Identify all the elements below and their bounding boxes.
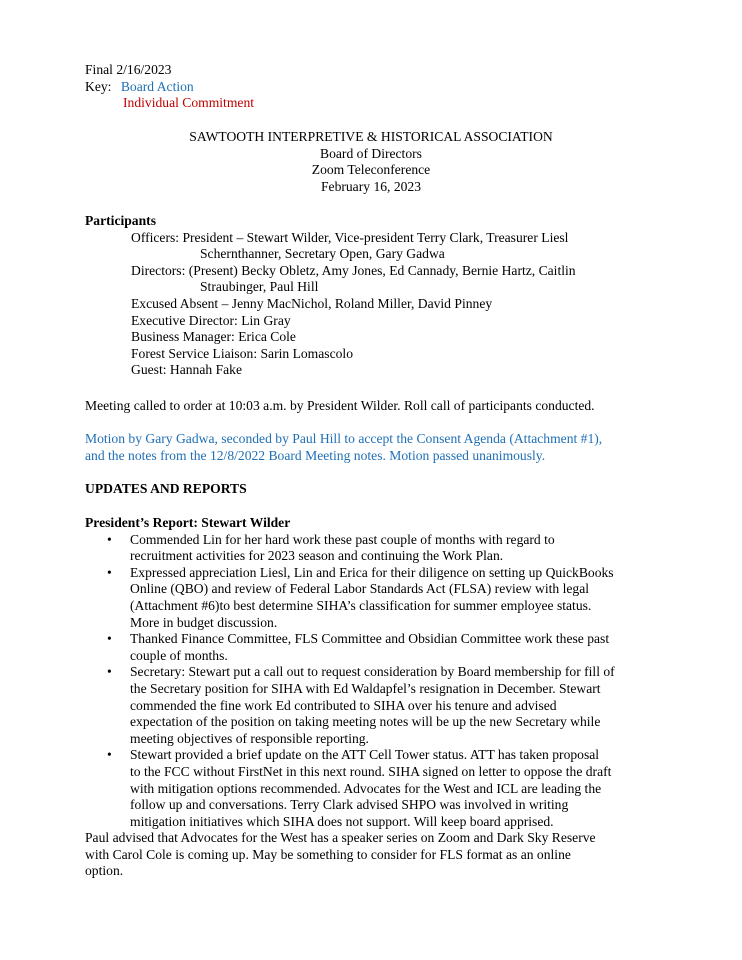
president-report — [85, 515, 615, 880]
bullet-text: follow up and conversations. Terry Clark advised SHPO was involved in writing — [130, 797, 569, 813]
directors-line: Directors: (Present) Becky Obletz, Amy Jones, Ed Cannady, Bernie Hartz, Caitlin — [131, 262, 576, 278]
bullet-text: • Commended Lin for her hard work these past couple of months with regard to — [130, 531, 555, 547]
key-board-action: Board Action — [120, 78, 194, 94]
board-action-motion — [85, 431, 602, 464]
key-individual-commitment: Individual Commitment — [123, 95, 255, 111]
board-name: Board of Directors — [320, 145, 422, 161]
officers-line-cont: Schernthanner, Secretary Open, Gary Gadwa — [200, 246, 445, 262]
call-to-order: Meeting called to order at 10:03 a.m. by President Wilder. Roll call of participants conducted. — [85, 398, 595, 413]
meeting-date: February 16, 2023 — [320, 178, 422, 194]
report-bullet — [85, 631, 615, 664]
note-line: option. — [85, 863, 124, 879]
bullet-text: commended the fine work Ed contributed to SIHA over his tenure and advised — [130, 697, 557, 713]
forest-liaison-line: Forest Service Liaison: Sarin Lomascolo — [131, 345, 353, 361]
title-block — [0, 129, 742, 195]
report-bullet — [85, 747, 615, 830]
bullet-text: • Secretary: Stewart put a call out to request consideration by Board membership for fill of — [130, 664, 615, 680]
participants-list — [85, 230, 576, 379]
bullet-text: meeting objectives of responsible reporting. — [130, 730, 369, 746]
paul-note — [85, 830, 615, 880]
bullet-text: mitigation initiatives which SIHA does not support. Will keep board apprised. — [130, 813, 554, 829]
note-line: with Carol Cole is coming up. May be something to consider for FLS format as an online — [85, 846, 571, 862]
president-report-bullets — [85, 532, 615, 831]
bullet-text: • Expressed appreciation Liesl, Lin and Erica for their diligence on setting up QuickBooks — [130, 564, 614, 580]
bullet-text: couple of months. — [130, 647, 228, 663]
bullet-text: (Attachment #6)to best determine SIHA’s classification for summer employee status. — [130, 597, 592, 613]
org-name: SAWTOOTH INTERPRETIVE & HISTORICAL ASSOCIATION — [189, 129, 553, 144]
excused-line: Excused Absent – Jenny MacNichol, Roland Miller, David Pinney — [131, 295, 493, 311]
version-label: Final 2/16/2023 — [85, 62, 172, 77]
bullet-text: Online (QBO) and review of Federal Labor Standards Act (FLSA) review with legal — [130, 581, 590, 597]
motion-line: Motion by Gary Gadwa, seconded by Paul Hill to accept the Consent Agenda (Attachment #1), — [85, 431, 603, 446]
bullet-text: with mitigation options recommended. Advocates for the West and ICL are leading the — [130, 780, 602, 796]
bullet-text: recruitment activities for 2023 season and continuing the Work Plan. — [130, 548, 504, 564]
bullet-text: • Stewart provided a brief update on the ATT Cell Tower status. ATT has taken proposal — [130, 747, 600, 763]
report-bullet — [85, 565, 615, 631]
bullet-text: expectation of the position on taking meeting notes will be up the new Secretary while — [130, 714, 601, 730]
document-header — [85, 62, 254, 112]
bullet-text: the Secretary position for SIHA with Ed Waldapfel’s resignation in December. Stewart — [130, 680, 601, 696]
bullet-text: More in budget discussion. — [130, 614, 278, 630]
officers-line: Officers: President – Stewart Wilder, Vice-president Terry Clark, Treasurer Liesl — [131, 229, 569, 245]
bullet-text: to the FCC without FirstNet in this next round. SIHA signed on letter to oppose the draft — [130, 763, 612, 779]
executive-director-line: Executive Director: Lin Gray — [131, 312, 291, 328]
motion-line: and the notes from the 12/8/2022 Board Meeting notes. Motion passed unanimously. — [85, 447, 546, 463]
updates-heading: UPDATES AND REPORTS — [85, 481, 247, 496]
participants-section — [85, 213, 576, 379]
guest-line: Guest: Hannah Fake — [131, 362, 242, 378]
report-bullet — [85, 664, 615, 747]
note-line: Paul advised that Advocates for the West has a speaker series on Zoom and Dark Sky Reserve — [85, 830, 596, 846]
directors-line-cont: Straubinger, Paul Hill — [200, 279, 319, 295]
key-label: Key: — [85, 78, 112, 94]
president-report-heading: President’s Report: Stewart Wilder — [85, 515, 291, 530]
business-manager-line: Business Manager: Erica Cole — [131, 329, 296, 345]
key-legend — [85, 79, 254, 96]
report-bullet — [85, 532, 615, 565]
bullet-text: • Thanked Finance Committee, FLS Committee and Obsidian Committee work these past — [130, 631, 610, 647]
meeting-venue: Zoom Teleconference — [311, 162, 431, 178]
participants-heading: Participants — [85, 213, 156, 228]
